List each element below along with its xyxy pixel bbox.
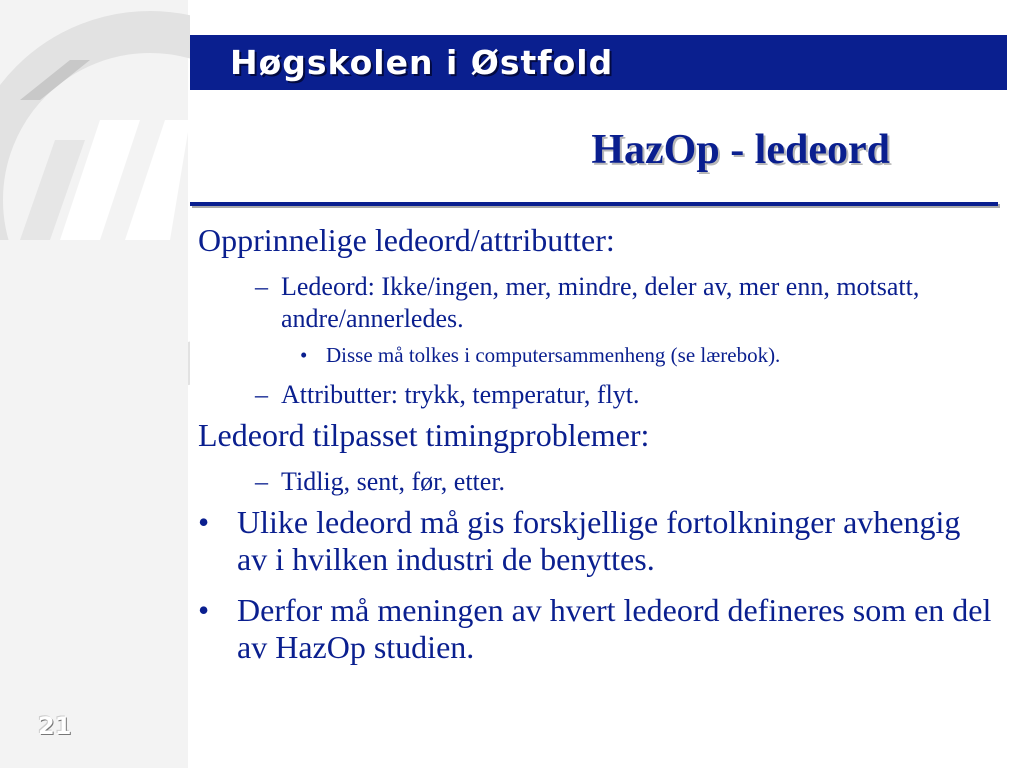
- bullet-level-3: [198, 341, 998, 369]
- bullet-marker: •: [300, 343, 308, 367]
- bullet-marker: –: [255, 380, 268, 409]
- bullet-level-1: [198, 504, 998, 578]
- bullet-level-1: [198, 592, 998, 666]
- bullet-level-2: [198, 271, 998, 335]
- slide-title: HazOp - ledeord: [591, 127, 890, 173]
- institution-name: Høgskolen i Østfold: [230, 43, 614, 82]
- bullet-text: Attributter: trykk, temperatur, flyt.: [281, 380, 640, 409]
- title-underline: [190, 202, 998, 206]
- bullet-level-2: [198, 466, 998, 498]
- bullet-marker: •: [198, 592, 210, 628]
- bullet-text: Ulike ledeord må gis forskjellige fortolkninger avhengig av i hvilken industri de benyttes.: [237, 504, 961, 577]
- bullet-text: Disse må tolkes i computersammenheng (se lærebok).: [326, 343, 781, 367]
- bullet-level-1: [198, 222, 998, 259]
- bullet-text: Opprinnelige ledeord/attributter:: [198, 222, 615, 258]
- bullet-text: Ledeord: Ikke/ingen, mer, mindre, deler av, mer enn, motsatt, andre/annerledes.: [281, 272, 920, 333]
- bullet-marker: –: [255, 467, 268, 496]
- bullet-text: Ledeord tilpasset timingproblemer:: [198, 417, 650, 453]
- bullet-marker: •: [198, 504, 210, 540]
- bullet-level-2: [198, 379, 998, 411]
- bullet-text: Derfor må meningen av hvert ledeord defineres som en del av HazOp studien.: [237, 592, 992, 665]
- bullet-level-1: [198, 417, 998, 454]
- slide-number: 21: [38, 712, 72, 740]
- bullet-marker: –: [255, 272, 268, 301]
- school-logo-watermark: [0, 0, 190, 768]
- bullet-text: Tidlig, sent, før, etter.: [281, 467, 506, 496]
- slide-body: [198, 222, 998, 680]
